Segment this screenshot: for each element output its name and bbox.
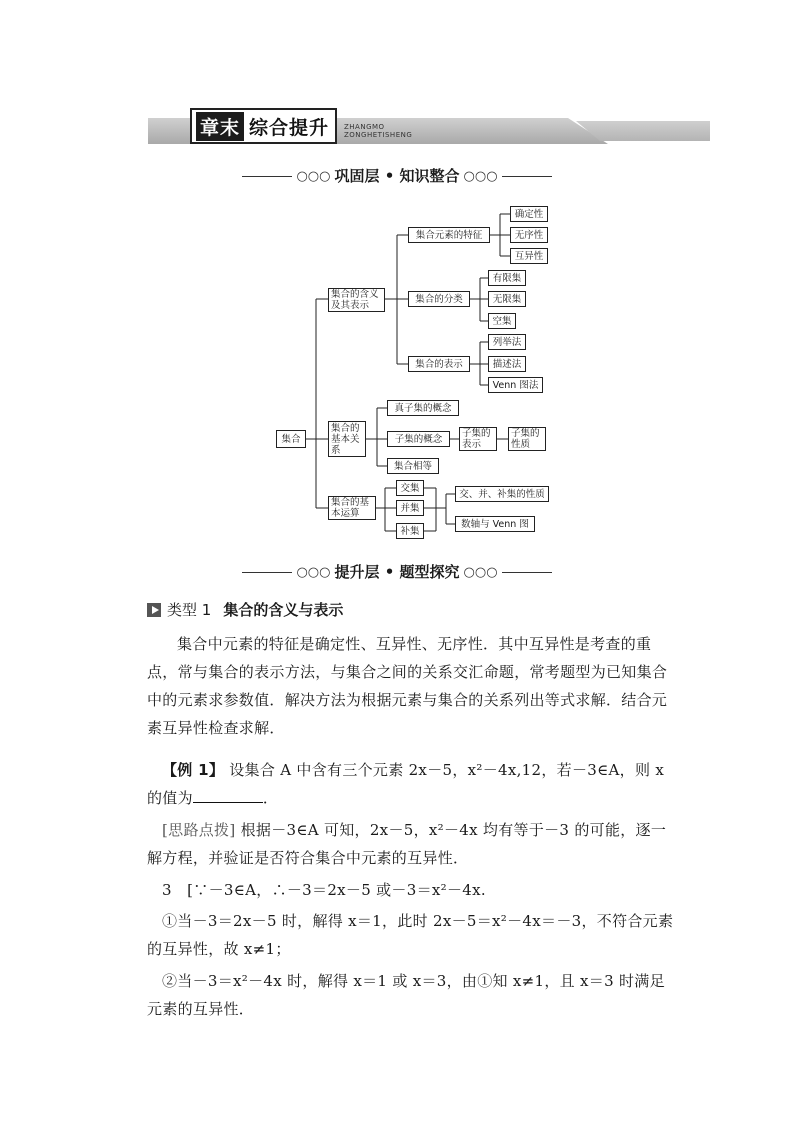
hint-tag: [思路点拨]: [162, 821, 236, 839]
node-finite-set: 有限集: [488, 270, 526, 286]
badge-light-text: 综合提升: [249, 116, 330, 139]
node-union: 并集: [396, 500, 424, 516]
answer-line: 3 [∵－3∈A，∴－3＝2x－5 或－3＝x²－4x.: [162, 881, 486, 899]
node-distinctness: 互异性: [510, 248, 548, 264]
node-subset-notation: 子集的 表示: [459, 427, 497, 451]
answer-step-1: ①当－3＝2x－5 时，解得 x＝1，此时 2x－5＝x²－4x＝－3，不符合元素的互异性，故 x≠1；: [147, 912, 674, 958]
intro-paragraph: 集合中元素的特征是确定性、互异性、无序性．其中互异性是考查的重点，常与集合的表示方法，与集合之间的关系交汇命题，常考题型为已知集合中的元素求参数值．解决方法为根据元素与集合的关系列出等式求解．结合元素互异性检查求解．: [147, 635, 668, 737]
badge-dark-text: 章末: [196, 112, 244, 141]
example-tag: 【例 1】: [162, 761, 225, 779]
node-subset-properties: 子集的 性质: [508, 427, 546, 451]
node-determinacy: 确定性: [510, 206, 548, 222]
node-representation: 集合的表示: [408, 356, 470, 372]
example-1: 【例 1】 设集合 A 中含有三个元素 2x－5，x²－4x,12，若－3∈A，则 x 的值为 ．: [147, 761, 665, 807]
node-proper-subset: 真子集的概念: [387, 400, 459, 416]
node-intersection: 交集: [396, 480, 424, 496]
hint-text: 根据－3∈A 可知，2x－5，x²－4x 均有等于－3 的可能，逐一解方程，并验证是否符合集合中元素的互异性．: [147, 821, 667, 867]
node-infinite-set: 无限集: [488, 291, 526, 307]
node-operation-properties: 交、并、补集的性质: [455, 486, 549, 502]
node-basic-relations: 集合的 基本关 系: [328, 421, 366, 457]
node-basic-operations: 集合的基 本运算: [328, 496, 376, 520]
node-element-features: 集合元素的特征: [408, 227, 490, 243]
mindmap-connectors: [0, 0, 794, 560]
type-label: 类型 1: [167, 601, 212, 619]
example-text: 设集合 A 中含有三个元素 2x－5，x²－4x,12，若－3∈A，则 x 的值为: [147, 761, 665, 807]
badge-subtitle: ZHANGMO ZONGHETISHENG: [344, 123, 413, 139]
hint-block: [147, 816, 677, 872]
type-title: 集合的含义与表示: [223, 601, 344, 619]
node-complement: 补集: [396, 523, 424, 539]
type-heading: [147, 599, 343, 620]
node-unordered: 无序性: [510, 227, 548, 243]
node-venn-method: Venn 图法: [488, 377, 543, 393]
node-subset-concept: 子集的概念: [387, 431, 450, 447]
section-title-exploration: ○○○ 提升层 • 题型探究 ○○○: [0, 561, 794, 582]
node-classification: 集合的分类: [408, 291, 470, 307]
answer-step-2: ②当－3＝x²－4x 时，解得 x＝1 或 x＝3，由①知 x≠1，且 x＝3 时满足元素的互异性．: [147, 972, 665, 1018]
section-title-consolidation: ○○○ 巩固层 • 知识整合 ○○○: [0, 165, 794, 186]
node-empty-set: 空集: [488, 313, 516, 329]
node-roster-method: 列举法: [488, 334, 526, 350]
node-description-method: 描述法: [488, 356, 526, 372]
node-set-equality: 集合相等: [387, 458, 439, 474]
answer-blank: [193, 786, 263, 803]
node-number-line-venn: 数轴与 Venn 图: [455, 516, 535, 532]
node-root: 集合: [276, 430, 306, 448]
play-triangle-icon: [147, 603, 161, 617]
node-meaning-representation: 集合的含义 及其表示: [328, 288, 385, 312]
knowledge-mindmap: [0, 0, 794, 560]
